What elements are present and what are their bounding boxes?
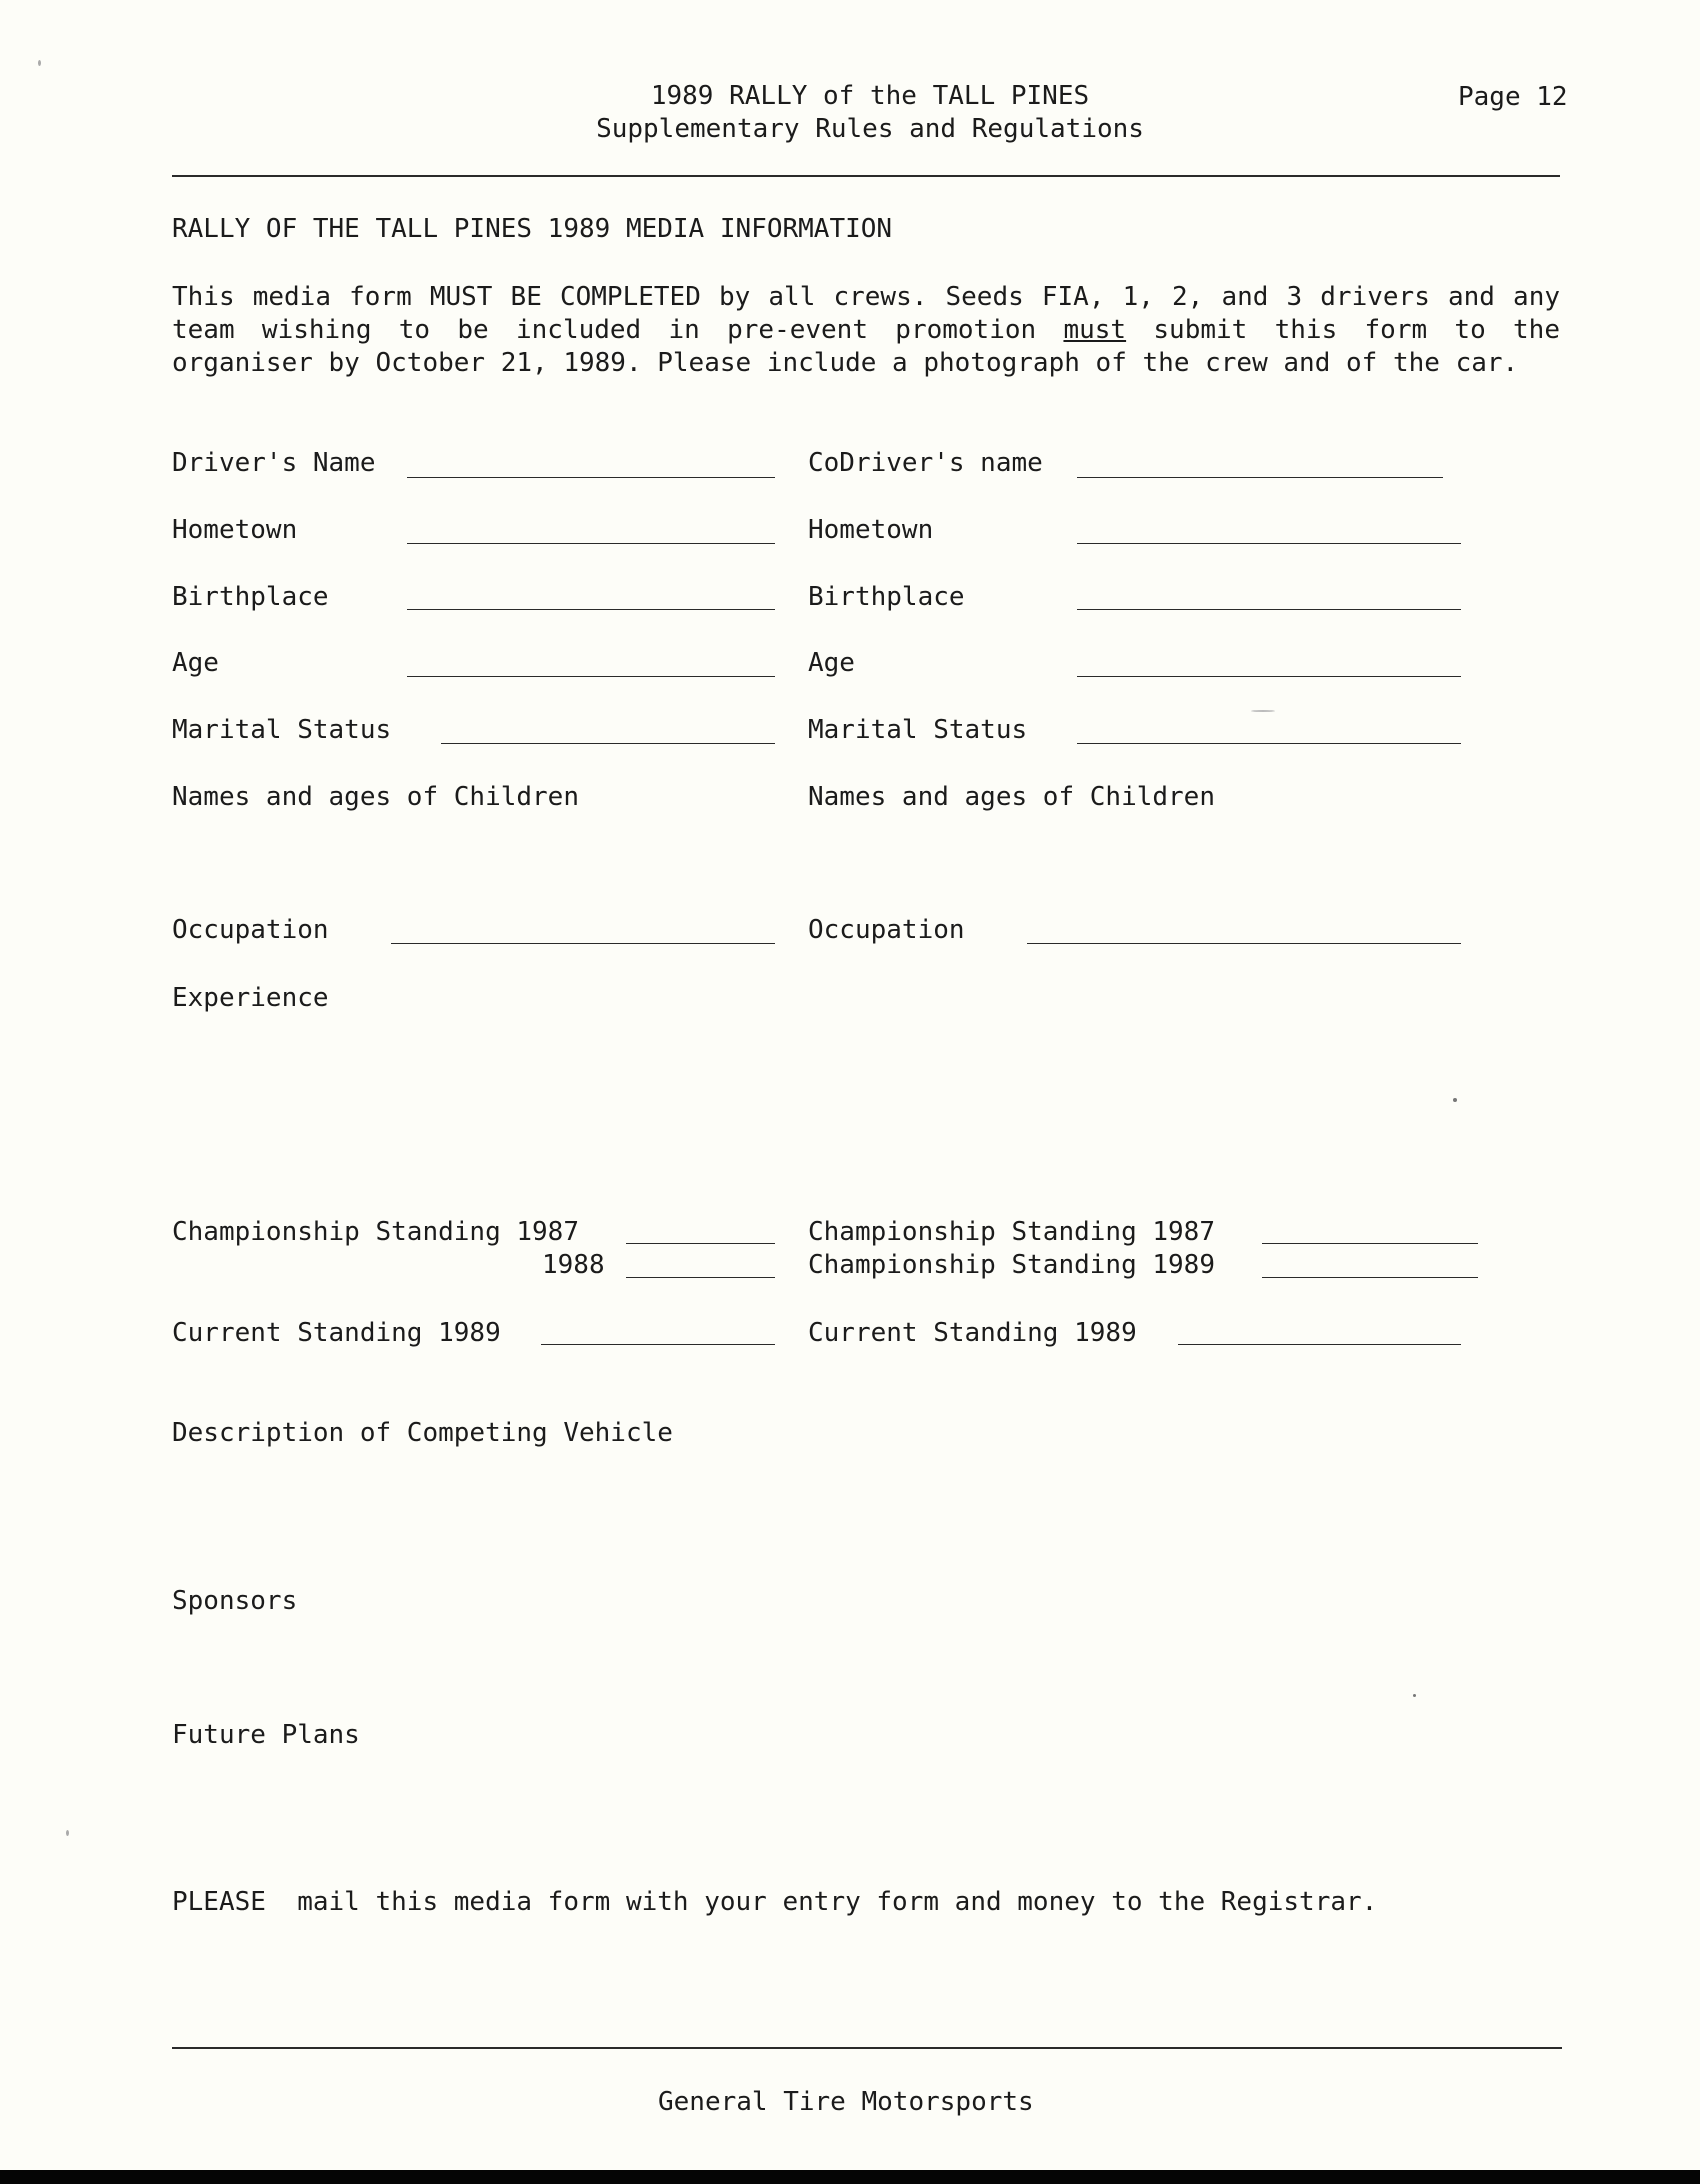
driver-name-field[interactable] bbox=[407, 477, 775, 478]
codriver-current-standing-label: Current Standing 1989 bbox=[808, 1318, 1137, 1348]
mail-instructions: PLEASE mail this media form with your entry form and money to the Registrar. bbox=[172, 1887, 1378, 1917]
driver-marital-label: Marital Status bbox=[172, 715, 392, 745]
document-title: 1989 RALLY of the TALL PINES bbox=[650, 81, 1090, 111]
scan-speck bbox=[1251, 710, 1275, 712]
scan-edge-bar bbox=[0, 2170, 1700, 2184]
footer-text: General Tire Motorsports bbox=[658, 2087, 1034, 2117]
document-subtitle: Supplementary Rules and Regulations bbox=[596, 114, 1144, 144]
driver-champ-1987-label: Championship Standing 1987 bbox=[172, 1217, 579, 1247]
driver-age-label: Age bbox=[172, 648, 219, 678]
intro-text-2: submit this form to the organiser by October 21, 1989. Please include a photograph of the crew and of the car. bbox=[172, 315, 1560, 378]
codriver-marital-field[interactable] bbox=[1077, 743, 1461, 744]
codriver-hometown-field[interactable] bbox=[1077, 543, 1461, 544]
driver-children-label: Names and ages of Children bbox=[172, 782, 579, 812]
driver-name-label: Driver's Name bbox=[172, 448, 376, 478]
driver-marital-field[interactable] bbox=[441, 743, 775, 744]
driver-current-standing-label: Current Standing 1989 bbox=[172, 1318, 501, 1348]
footer-rule bbox=[172, 2047, 1562, 2049]
driver-hometown-field[interactable] bbox=[407, 543, 775, 544]
codriver-age-label: Age bbox=[808, 648, 855, 678]
intro-paragraph bbox=[172, 281, 1560, 380]
codriver-age-field[interactable] bbox=[1077, 676, 1461, 677]
sponsors-label: Sponsors bbox=[172, 1586, 298, 1616]
codriver-name-field[interactable] bbox=[1077, 477, 1443, 478]
driver-occupation-label: Occupation bbox=[172, 915, 329, 945]
codriver-hometown-label: Hometown bbox=[808, 515, 934, 545]
codriver-current-standing-field[interactable] bbox=[1178, 1344, 1461, 1345]
future-plans-label: Future Plans bbox=[172, 1720, 360, 1750]
codriver-occupation-label: Occupation bbox=[808, 915, 965, 945]
intro-text-1: This media form MUST BE COMPLETED by all crews. Seeds FIA, 1, 2, and 3 drivers and any team wishing to be included in pre-event promotion bbox=[172, 282, 1560, 345]
scan-speck bbox=[38, 60, 41, 66]
codriver-champ-1987-field[interactable] bbox=[1262, 1243, 1478, 1244]
driver-champ-1988-label: 1988 bbox=[542, 1250, 605, 1280]
driver-champ-1988-field[interactable] bbox=[626, 1277, 775, 1278]
driver-champ-1987-field[interactable] bbox=[626, 1243, 775, 1244]
driver-birthplace-label: Birthplace bbox=[172, 582, 329, 612]
driver-age-field[interactable] bbox=[407, 676, 775, 677]
driver-birthplace-field[interactable] bbox=[407, 609, 775, 610]
experience-label: Experience bbox=[172, 983, 329, 1013]
codriver-children-label: Names and ages of Children bbox=[808, 782, 1215, 812]
codriver-champ-1989-field[interactable] bbox=[1262, 1277, 1478, 1278]
codriver-name-label: CoDriver's name bbox=[808, 448, 1043, 478]
codriver-birthplace-field[interactable] bbox=[1077, 609, 1461, 610]
driver-occupation-field[interactable] bbox=[391, 943, 775, 944]
codriver-champ-1987-label: Championship Standing 1987 bbox=[808, 1217, 1215, 1247]
driver-hometown-label: Hometown bbox=[172, 515, 298, 545]
codriver-marital-label: Marital Status bbox=[808, 715, 1028, 745]
scan-speck bbox=[1453, 1098, 1457, 1102]
driver-current-standing-field[interactable] bbox=[541, 1344, 775, 1345]
section-title: RALLY OF THE TALL PINES 1989 MEDIA INFORMATION bbox=[172, 214, 893, 244]
intro-must-underlined: must bbox=[1063, 315, 1127, 345]
scan-speck bbox=[66, 1830, 69, 1836]
codriver-champ-1989-label: Championship Standing 1989 bbox=[808, 1250, 1215, 1280]
header-rule bbox=[172, 175, 1560, 177]
codriver-birthplace-label: Birthplace bbox=[808, 582, 965, 612]
vehicle-description-label: Description of Competing Vehicle bbox=[172, 1418, 673, 1448]
codriver-occupation-field[interactable] bbox=[1027, 943, 1461, 944]
page-number: Page 12 bbox=[1458, 82, 1568, 112]
scan-speck bbox=[1413, 1694, 1416, 1697]
